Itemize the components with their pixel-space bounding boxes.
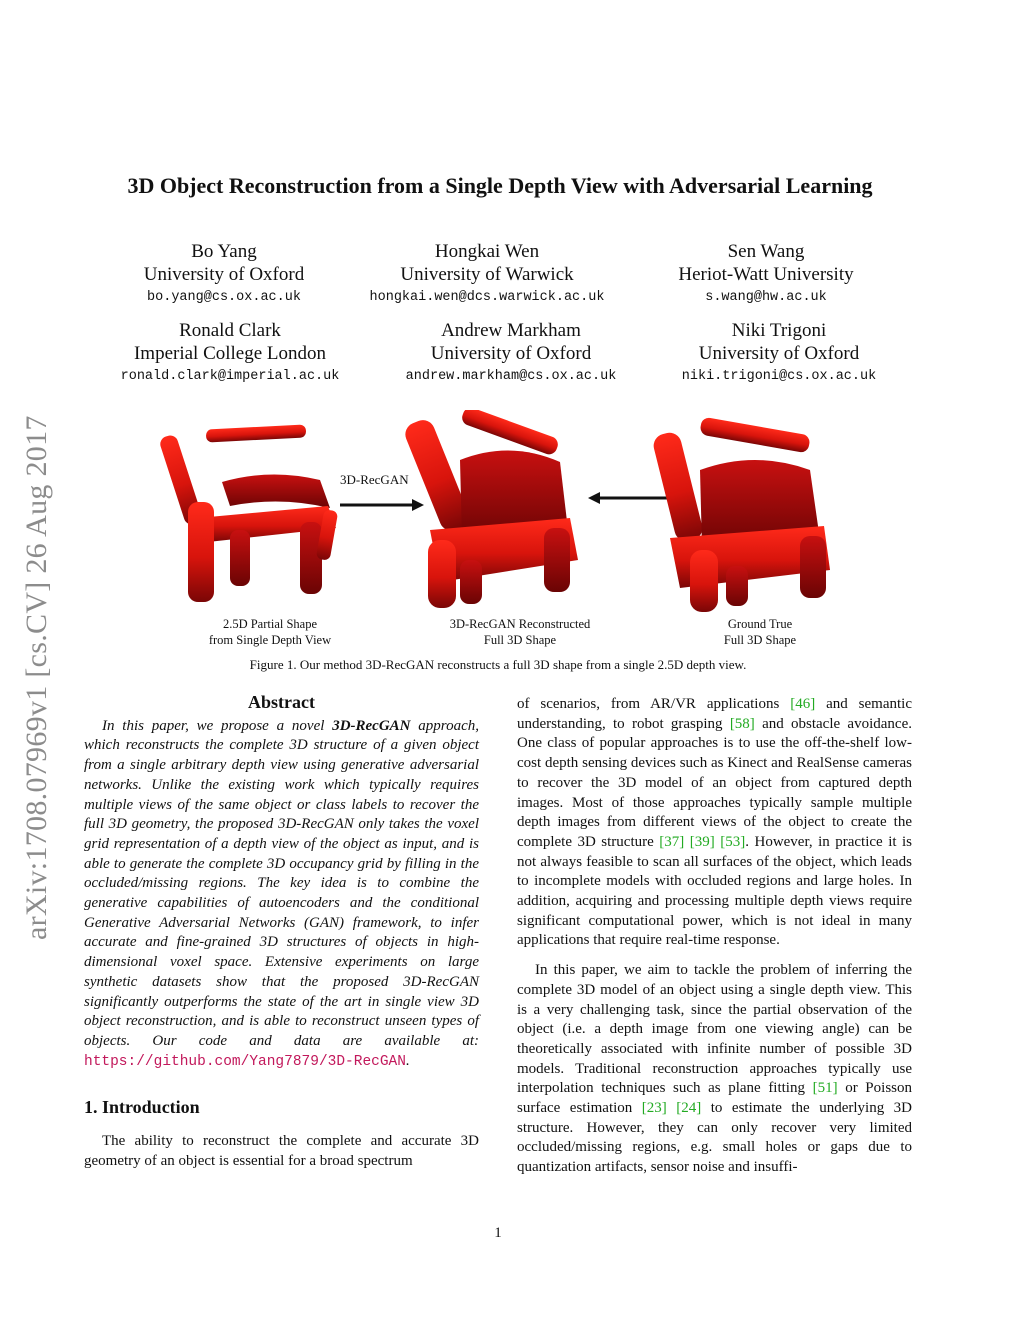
author-affiliation: University of Warwick [400, 264, 574, 285]
left-column [84, 693, 479, 1171]
author-name: Hongkai Wen [434, 241, 540, 262]
intro-paragraph: The ability to reconstruct the complete and accurate 3D geometry of an object is essential for a broad spectrum [84, 1133, 479, 1169]
figure-label [200, 616, 340, 648]
abstract-heading: Abstract [248, 692, 315, 712]
figure-label-line: from Single Depth View [208, 633, 332, 647]
figure-label-line: Full 3D Shape [483, 633, 557, 647]
figure-label [700, 616, 820, 648]
abstract-text [84, 717, 479, 1073]
right-column [517, 695, 912, 1178]
author-affiliation: University of Oxford [143, 264, 305, 285]
citation-link[interactable]: [37] [659, 833, 685, 850]
citation-link[interactable]: [58] [729, 715, 755, 732]
citation-link[interactable]: [53] [720, 833, 746, 850]
text-span: In this paper, we aim to tackle the problem of inferring the complete 3D model of an object using a single depth view. This is a very challenging task, since the partial observation of the object (i.e. a depth image from one viewing angle) can be theoretically associated with infinite number of possible 3D models. Traditional reconstruction approaches typically use interpolation techniques such as plane fitting [517, 962, 912, 1097]
intro-paragraph [517, 695, 912, 951]
text-span: and obstacle avoidance. One class of popular approaches is to use the off-the-shelf low-cost depth sensing devices such as Kinect and RealSense cameras to recover the 3D model of an object from captured depth images. Most of those approaches typically sample multiple depth images from different views of the object to create the complete 3D structure [517, 715, 912, 850]
abstract-text-end: . [405, 1052, 410, 1069]
citation-link[interactable]: [23] [641, 1100, 667, 1117]
text-span: to estimate the underlying 3D structure. However, they can only recover very limited occluded/missing regions, e.g. small holes or gaps due to quantization artifacts, sensor noise and insuffi- [517, 1100, 913, 1176]
author-affiliation: University of Oxford [430, 343, 592, 364]
citation-link[interactable]: [24] [676, 1100, 702, 1117]
figure-caption: Figure 1. Our method 3D-RecGAN reconstructs a full 3D shape from a single 2.5D depth view. [249, 657, 747, 672]
author-email: niki.trigoni@cs.ox.ac.uk [681, 369, 877, 384]
citation-link[interactable]: [39] [689, 833, 715, 850]
author-email: bo.yang@cs.ox.ac.uk [147, 290, 301, 305]
reconstructed-chair-shape [402, 410, 578, 608]
ground-truth-chair-shape [651, 417, 830, 612]
author-name: Andrew Markham [441, 320, 581, 341]
author-name: Niki Trigoni [731, 320, 827, 341]
text-span: and semantic understanding, to robot grasping [517, 696, 912, 732]
intro-paragraph [517, 961, 912, 1178]
text-span: . However, in practice it is not always feasible to scan all surfaces of the object, which leads to incomplete models with occluded regions and large holes. In addition, acquiring and processing multiple depth views require significant computational power, which is not ideal in many applications that require real-time response. [517, 833, 913, 949]
text-span: of scenarios, from AR/VR applications [517, 696, 791, 712]
author-block [361, 319, 661, 384]
author-block [337, 240, 637, 305]
author-name: Sen Wang [727, 241, 805, 262]
figure-label-line: Ground True [727, 617, 793, 631]
figure-label-line: 2.5D Partial Shape [222, 617, 318, 631]
abstract-bold-term: 3D-RecGAN [332, 717, 411, 734]
author-block [80, 319, 380, 384]
citation-link[interactable]: [51] [812, 1080, 838, 1097]
author-affiliation: Heriot-Watt University [678, 264, 854, 285]
citation-link[interactable]: [46] [790, 696, 816, 712]
author-affiliation: Imperial College London [133, 343, 327, 364]
abstract-text-part: approach, which reconstructs the complete 3D structure of a given object from a single arbitrary depth view using generative adversarial networks. Unlike the existing work which typically requires multiple views of the same object or class labels to recover the full 3D geometry, the proposed 3D-RecGAN only takes the voxel grid representation of a depth view of the object as input, and is able to generate the complete 3D occupancy grid by filling in the occluded/missing regions. The key idea is to combine the generative capabilities of autoencoders and the conditional Generative Adversarial Networks (GAN) framework, to infer accurate and fine-grained 3D structures of objects in high-dimensional voxel space. Extensive experiments on large synthetic datasets show that the proposed 3D-RecGAN significantly outperforms the state of the art in single view 3D object reconstruction, and is able to reconstruct unseen types of objects. Our code and data are available at: [84, 717, 479, 1049]
abstract-text-part: In this paper, we propose a novel [102, 717, 333, 734]
author-email: ronald.clark@imperial.ac.uk [120, 369, 340, 384]
right-arrow-icon [340, 499, 424, 511]
author-name: Bo Yang [191, 241, 257, 262]
figure-1 [160, 410, 860, 660]
author-email: andrew.markham@cs.ox.ac.uk [405, 369, 617, 384]
code-link[interactable]: https://github.com/Yang7879/3D-RecGAN [84, 1053, 406, 1070]
text-span: or Poisson surface estimation [517, 1080, 912, 1117]
arxiv-stamp: arXiv:1708.07969v1 [cs.CV] 26 Aug 2017 [20, 415, 53, 940]
page-number: 1 [494, 1225, 502, 1241]
author-block [74, 240, 374, 305]
author-block [616, 240, 916, 305]
figure-label-line: 3D-RecGAN Reconstructed [449, 617, 591, 631]
author-email: hongkai.wen@dcs.warwick.ac.uk [369, 290, 605, 305]
author-email: s.wang@hw.ac.uk [705, 290, 827, 305]
arrow-label: 3D-RecGAN [340, 472, 409, 487]
figure-label-line: Full 3D Shape [723, 633, 797, 647]
section-heading: 1. Introduction [84, 1097, 200, 1118]
author-affiliation: University of Oxford [698, 343, 860, 364]
author-name: Ronald Clark [179, 320, 281, 341]
author-block [629, 319, 929, 384]
partial-chair-shape [160, 424, 338, 602]
figure-label [435, 616, 605, 648]
paper-title: 3D Object Reconstruction from a Single Depth View with Adversarial Learning [127, 173, 873, 198]
